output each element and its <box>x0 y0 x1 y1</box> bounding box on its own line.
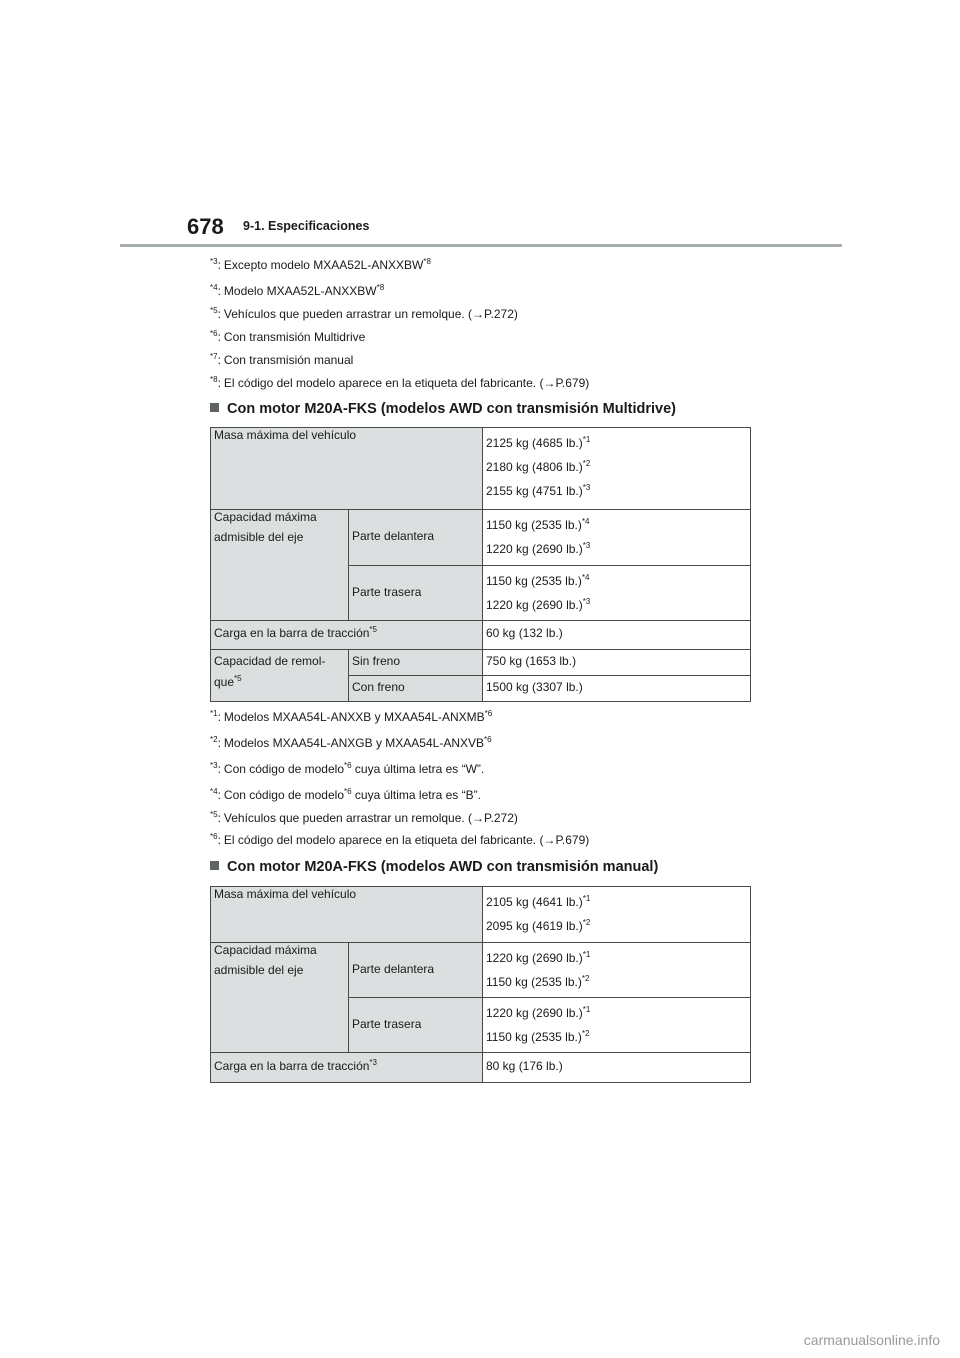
footnote: $^{*8}$: El código del modelo aparece en la etiqueta del fabricante. (→P.679) <box>210 375 590 390</box>
footnote: $^{*6}$: El código del modelo aparece en la etiqueta del fabricante. (→P.679) <box>210 832 590 847</box>
gvm-values: 2125 kg (4685 lb.)$^{*1}$ 2180 kg (4806 lb.)$^{*2}$ 2155 kg (4751 lb.)$^{*3}$ <box>483 428 751 510</box>
axle-capacity-label: Capacidad máxima admisible del eje <box>211 943 349 1053</box>
gvm-label: Masa máxima del vehículo <box>211 887 483 943</box>
unbraked-value: 750 kg (1653 lb.) <box>483 650 751 676</box>
bullet-square-icon <box>210 403 219 412</box>
footnote: $^{*1}$: Modelos MXAA54L-ANXXB y MXAA54L-ANXMB$^{*6}$ <box>210 709 493 724</box>
rear-axle-label: Parte trasera <box>349 998 483 1053</box>
rear-axle-values: 1150 kg (2535 lb.)$^{*4}$ 1220 kg (2690 lb.)$^{*3}$ <box>483 566 751 621</box>
front-axle-label: Parte delantera <box>349 510 483 566</box>
page-number: 678 <box>187 214 224 239</box>
section-label: 9-1. Especificaciones <box>243 219 370 233</box>
gvm-label: Masa máxima del vehículo <box>211 428 483 510</box>
unbraked-label: Sin freno <box>349 650 483 676</box>
drawbar-label: Carga en la barra de tracción$^{*5}$ <box>211 621 483 650</box>
drawbar-value: 60 kg (132 lb.) <box>483 621 751 650</box>
section-heading: Con motor M20A-FKS (modelos AWD con transmisión manual) <box>210 859 658 875</box>
gvm-values: 2105 kg (4641 lb.)$^{*1}$ 2095 kg (4619 lb.)$^{*2}$ <box>483 887 751 943</box>
spec-table-manual <box>210 886 751 1083</box>
bullet-square-icon <box>210 861 219 870</box>
header-rule <box>120 244 842 247</box>
footnote: $^{*5}$: Vehículos que pueden arrastrar un remolque. (→P.272) <box>210 306 518 321</box>
footnote: $^{*4}$: Modelo MXAA52L-ANXXBW$^{*8}$ <box>210 283 385 298</box>
footnote: $^{*7}$: Con transmisión manual <box>210 352 354 367</box>
drawbar-value: 80 kg (176 lb.) <box>483 1053 751 1083</box>
axle-capacity-label: Capacidad máxima admisible del eje <box>211 510 349 621</box>
spec-table-multidrive <box>210 427 751 702</box>
rear-axle-label: Parte trasera <box>349 566 483 621</box>
footnote: $^{*6}$: Con transmisión Multidrive <box>210 329 366 344</box>
footnote: $^{*3}$: Con código de modelo$^{*6}$ cuya última letra es “W”. <box>210 761 485 776</box>
drawbar-label: Carga en la barra de tracción$^{*3}$ <box>211 1053 483 1083</box>
footnote: $^{*3}$: Excepto modelo MXAA52L-ANXXBW$^{*8}$ <box>210 257 431 272</box>
footnote: $^{*5}$: Vehículos que pueden arrastrar un remolque. (→P.272) <box>210 810 518 825</box>
footnote: $^{*4}$: Con código de modelo$^{*6}$ cuya última letra es “B”. <box>210 787 481 802</box>
braked-label: Con freno <box>349 676 483 702</box>
front-axle-label: Parte delantera <box>349 943 483 998</box>
watermark: carmanualsonline.info <box>803 1332 940 1348</box>
footnote: $^{*2}$: Modelos MXAA54L-ANXGB y MXAA54L-ANXVB$^{*6}$ <box>210 735 492 750</box>
section-heading: Con motor M20A-FKS (modelos AWD con transmisión Multidrive) <box>210 401 676 417</box>
braked-value: 1500 kg (3307 lb.) <box>483 676 751 702</box>
rear-axle-values: 1220 kg (2690 lb.)$^{*1}$ 1150 kg (2535 lb.)$^{*2}$ <box>483 998 751 1053</box>
front-axle-values: 1220 kg (2690 lb.)$^{*1}$ 1150 kg (2535 lb.)$^{*2}$ <box>483 943 751 998</box>
front-axle-values: 1150 kg (2535 lb.)$^{*4}$ 1220 kg (2690 lb.)$^{*3}$ <box>483 510 751 566</box>
towing-capacity-label: Capacidad de remol- que$^{*5}$ <box>211 650 349 702</box>
